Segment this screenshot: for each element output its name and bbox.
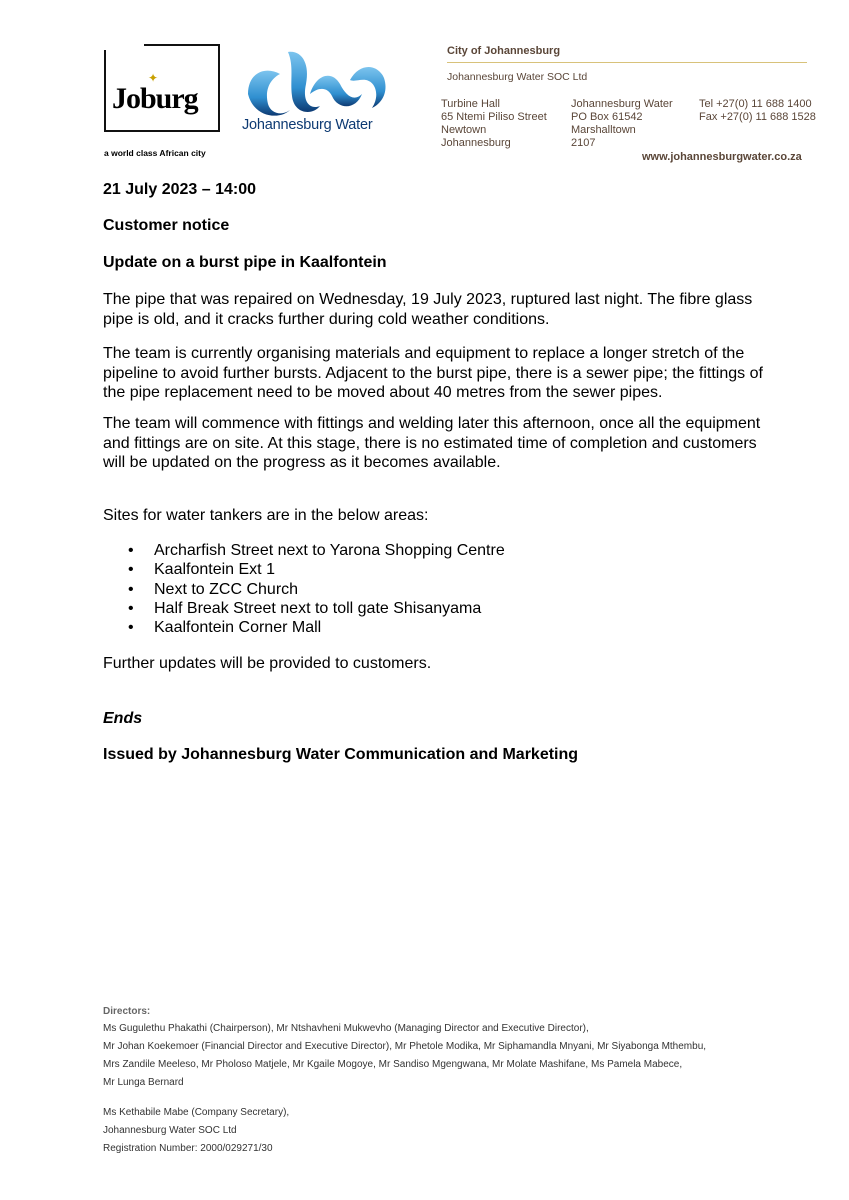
- address-line: PO Box 61542: [571, 111, 643, 123]
- johannesburg-water-logo-text: Johannesburg Water: [242, 117, 373, 133]
- postal-address: [571, 98, 673, 150]
- address-line: Turbine Hall: [441, 98, 500, 110]
- street-address: [441, 98, 547, 150]
- address-line: Newtown: [441, 124, 487, 136]
- joburg-star-icon: ✦: [148, 71, 159, 85]
- address-line: 65 Ntemi Piliso Street: [441, 111, 547, 123]
- address-line: Marshalltown: [571, 124, 636, 136]
- telephone: Tel +27(0) 11 688 1400: [699, 98, 812, 110]
- directors-list: [103, 1020, 706, 1092]
- city-name: City of Johannesburg: [447, 45, 561, 57]
- contact-numbers: [699, 98, 816, 124]
- directors-line: Mr Lunga Bernard: [103, 1077, 184, 1088]
- list-item: • Archarfish Street next to Yarona Shopping Centre: [103, 541, 505, 560]
- directors-line: Mr Johan Koekemoer (Financial Director and Executive Director), Mr Phetole Modika, Mr Siphamandla Mnyani, Mr Siyabonga Mthembu,: [103, 1041, 707, 1052]
- paragraph: The team is currently organising materials and equipment to replace a longer stretch of the pipeline to avoid further bursts. Adjacent to the burst pipe, there is a sewer pipe; the fittings of the pipe replacement need to be moved about 40 metres from the sewer pipes.: [103, 345, 763, 401]
- registration-number: Registration Number: 2000/029271/30: [103, 1143, 273, 1154]
- joburg-logo: [104, 44, 224, 164]
- directors-line: Ms Gugulethu Phakathi (Chairperson), Mr Ntshavheni Mukwevho (Managing Director and Executive Director),: [103, 1023, 589, 1034]
- notice-type: Customer notice: [103, 217, 230, 234]
- directors-label: Directors:: [103, 1006, 151, 1017]
- address-line: Johannesburg: [441, 137, 511, 149]
- notice-date: 21 July 2023 – 14:00: [103, 181, 257, 198]
- directors-line: Mrs Zandile Meeleso, Mr Pholoso Matjele, Mr Kgaile Mogoye, Mr Sandiso Mgengwana, Mr Molate Mashifane, Ms Pamela Mabece,: [103, 1059, 683, 1070]
- list-item: • Kaalfontein Ext 1: [103, 560, 505, 579]
- footer-company: Johannesburg Water SOC Ltd: [103, 1125, 237, 1136]
- ends-marker: Ends: [103, 710, 143, 727]
- header-divider: [447, 62, 807, 63]
- company-name: Johannesburg Water SOC Ltd: [447, 71, 588, 83]
- notice-title: Update on a burst pipe in Kaalfontein: [103, 254, 387, 271]
- address-line: 2107: [571, 137, 596, 149]
- further-updates: Further updates will be provided to customers.: [103, 655, 432, 672]
- fax: Fax +27(0) 11 688 1528: [699, 111, 816, 123]
- joburg-logo-text: Joburg: [112, 82, 198, 115]
- list-item: • Half Break Street next to toll gate Shisanyama: [103, 599, 505, 618]
- list-item: • Next to ZCC Church: [103, 580, 505, 599]
- list-item: • Kaalfontein Corner Mall: [103, 618, 505, 637]
- paragraph: The pipe that was repaired on Wednesday, 19 July 2023, ruptured last night. The fibre glass pipe is old, and it cracks further during cold weather conditions.: [103, 291, 753, 328]
- company-secretary-block: [103, 1104, 289, 1158]
- sites-intro: Sites for water tankers are in the below areas:: [103, 507, 429, 524]
- joburg-tagline: a world class African city: [104, 148, 206, 158]
- company-secretary: Ms Kethabile Mabe (Company Secretary),: [103, 1107, 290, 1118]
- website-link[interactable]: www.johannesburgwater.co.za: [642, 151, 802, 163]
- paragraph: The team will commence with fittings and welding later this afternoon, once all the equipment and fittings are on site. At this stage, there is no estimated time of completion and customers will be updated on the progress as it becomes available.: [103, 415, 761, 471]
- address-line: Johannesburg Water: [571, 98, 673, 110]
- sites-list: [103, 541, 505, 637]
- issued-by: Issued by Johannesburg Water Communication and Marketing: [103, 746, 579, 763]
